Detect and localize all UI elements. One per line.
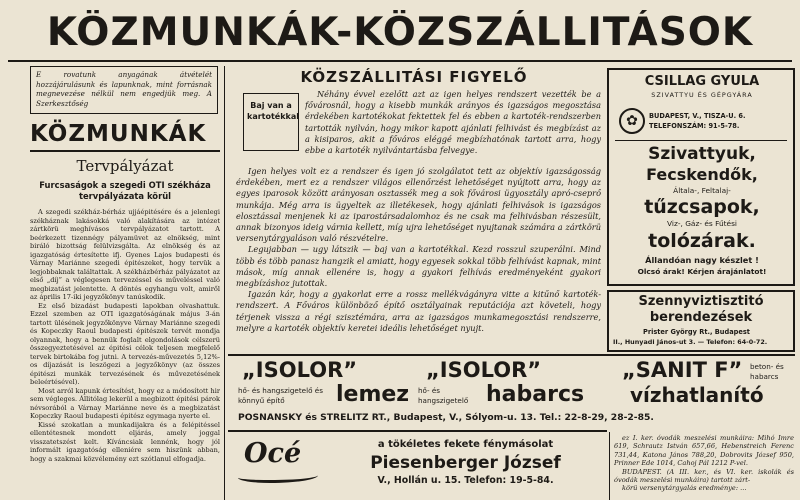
- csillag-product-pumps: Szivattyuk,: [648, 144, 756, 164]
- figyelo-paragraph: Néhány évvel ezelőtt azt az igen helyes rendszert vezették be a fővárosnál, hogy a kisebb munkák arányos és igazságos megosztása érdekében kartotékokat fektettek fel és ebben a kartoték-rendszerben tartották nyilván, hogy mikor kapott ajánlati felhivást és megbízást az a kisiparos, akit a főváros eléggé megbízhatónak tartott arra, hogy ebbe a kartoték nyilvántartásba felvegye.: [305, 89, 601, 155]
- figyelo-article-body: [236, 166, 601, 350]
- csillag-rule: [615, 140, 787, 141]
- csillag-company-name: CSILLAG GYULA: [644, 74, 760, 89]
- isolor-desc-2: hő- és hangszigetelő: [418, 386, 469, 405]
- csillag-footer-stock: Állandóan nagy készlet !: [645, 255, 759, 265]
- oce-address: V., Hollán u. 15. Telefon: 19-5-84.: [377, 475, 554, 486]
- sanit-desc: beton- és habarcs: [750, 362, 784, 381]
- isolor-advertisement: [228, 356, 795, 428]
- masthead-title: KÖZMUNKÁK-KÖZSZÁLLITÁSOK: [46, 10, 754, 55]
- szennyviz-title-1: Szennyviztisztitó: [638, 294, 764, 309]
- csillag-product-note-1: Általa-, Feltalaj-: [673, 186, 731, 195]
- csillag-product-hydrants: tűzcsapok,: [644, 196, 760, 218]
- sanit-brand: „SANIT F”: [622, 358, 743, 382]
- tervpalyazat-subheading: Tervpályázat: [76, 157, 174, 175]
- listing-divider: [609, 432, 610, 500]
- oce-tagline: a tökéletes fekete fénymásolat: [377, 439, 554, 450]
- szennyviz-company: Prister György Rt., Budapest: [643, 328, 750, 336]
- kozmunkak-paragraph: Kissé szokatlan a munkadijakra és a felépitéssel ellentétesnek mondott eljárás, amely joggal visszatetszést kelt. Kíváncsiak lennénk, hogy jól informált igazgatóság elleniére sem hiszünk abban, hogy a szakmai közvélemény ezt szótlanul elfogadja.: [30, 420, 220, 463]
- kozmunkak-heading: KÖZMUNKÁK: [30, 121, 207, 147]
- article-title: Furcsaságok a szegedi OTI székháza tervpályázata körül: [39, 180, 211, 201]
- star-logo-icon: ✿: [619, 108, 645, 134]
- masthead-rule: [8, 60, 792, 62]
- tender-listing: [614, 434, 794, 500]
- csillag-product-hoses: Fecskendők,: [646, 165, 758, 184]
- listing-paragraph: körü versenytárgyalás eredménye: ...: [622, 484, 747, 493]
- csillag-subtitle: SZIVATTYU ÉS GÉPGYÁRA: [651, 91, 753, 99]
- sanit-product: vízhatlanító: [630, 383, 764, 407]
- isolor-desc-1: hő- és hangszigetelő és könnyű építő: [238, 386, 323, 405]
- szennyviz-advertisement: [607, 290, 795, 352]
- kozmunkak-paragraph: Ez első bizadást budapesti lapokban olvashattuk. Ezzel szemben az OTI igazgatóságának május 3-án tartott ülésének jegyzőkönyve Várnay Mariánne szegedi és Kopeczky Raoul budapesti épitészek tervét mondja olyannak, hogy a bennük foglalt elgondolások célszerü összegyeztetésével az épitési célok teljesen megfelelő tervek birtokába fog jutni. A tervezés-művezetés 5,12%-os díjazását is leszögezi a jegyzőkönyv (az összes épitészi munkák tervezésének és művezetésének beleértésével).: [30, 301, 220, 386]
- figyelo-heading: KÖZSZÁLLITÁSI FIGYELŐ: [300, 68, 528, 86]
- csillag-address: BUDAPEST, V., TISZA-U. 6.: [649, 112, 746, 120]
- isolor-brand-1: „ISOLOR”: [242, 358, 358, 382]
- figyelo-paragraph: Legujabban — ugy látszik — baj van a kartotékkal. Kezd rosszul szuperálni. Mind több és több panasz hangzik el amiatt, hogy egyesek sokkal több felhívást kapnak, mint mások, míg annak ellenére is, hogy a gyakori felhívás eredményeként gyakori megbízáshoz jutottak.: [236, 244, 601, 289]
- isolor-product-habarcs: habarcs: [486, 382, 585, 407]
- oce-logo-swoosh: [238, 470, 318, 483]
- figyelo-paragraph: Igen helyes volt ez a rendszer és igen jó szolgálatot tett az objektív igazságosság érdekében, mert ez a rendszer világos ellenőrzést lehetőséget nyújtott arra, hogy az egyes iparosok között arányosan osztassék meg a sok fővárosi ügyosztály apró-cseprő munkája. Még arra is ügyeltek az illetékesek, hogy ajánlati felhivások is igazságos elosztással menjenek ki az iparostársadalomhoz és ne csak ma felhivásban részesült, annak bizonyos ideig várnia kellett, míg ujra lehetőséget nyujtanak számára a zártkörü versenytárgyaláson való részvételre.: [236, 166, 601, 244]
- column-divider: [224, 66, 225, 500]
- kozmunkak-paragraph: Most arról kapunk értesítést, hogy ez a módosított hir sem végleges. Állitólag lekerül a megbizott épitési párok névsorából a Várnay Mariánne neve és a megbizatást Kopeczky Raoul budapesti épitész egymaga nyerte el.: [30, 386, 220, 420]
- szennyviz-address: II., Hunyadi János-ut 3. — Telefon: 64-0-72.: [613, 338, 768, 346]
- kozmunkak-article: [30, 208, 220, 500]
- figyelo-article-top: [305, 89, 601, 155]
- kozmunkak-paragraph: A szegedi székház-bérház ujjáépitésére és a jelenlegi székháznak lakásokká való alakítására az intézet zártkörü meghívásos tervpályázatot tartott. A beérkezett tizennégy pályamüvet az elnökség, mint biráló bizottság felülvizsgálta. Az elnökség és az igazgatóság értesítette ifj. Gyenes Lajos budapesti és Várnay Mariánne szegedi épitészeket, hogy tervük a legjobbaknak találtattak. A székházbérház pályázatot az első „díj” a véglegesen tervezéssel és műveléssel való megbizatást jelentette. A döntés egyhangu volt, amiről az április 17-iki jegyzőkönyv tanúskodik.: [30, 208, 220, 301]
- szennyviz-title-2: berendezések: [649, 310, 753, 325]
- oce-company: Piesenberger József: [370, 453, 561, 473]
- csillag-phone: TELEFONSZÁM: 91-5-78.: [649, 122, 740, 130]
- figyelo-paragraph: Igazán kár, hogy a gyakorlat erre a rossz mellékvágányra vitte a kitűnő kartoték-rendszert. A Főváros különböző építő osztályainak reputációja azt követeli, hogy térjenek vissza a régi szisztémára, arra az igazságos munkamegosztási rendszerre, melyre a kartoték objektív keretei ideális lehetőséget nyujt.: [236, 289, 601, 333]
- csillag-product-note-2: Viz-, Gáz- és Fűtési: [667, 219, 737, 228]
- csillag-advertisement: [607, 68, 795, 286]
- isolor-product-lemez: lemez: [336, 382, 410, 407]
- csillag-product-valves: tolózárak.: [648, 230, 756, 252]
- editorial-notice: E rovatunk anyagának átvételét hozzájárulásunk és lapunknak, mint forrásnak megnevezése nélkül nem engedjük meg. A Szerkesztőség: [30, 66, 218, 114]
- isolor-company-line: POSNANSKY és STRELITZ RT., Budapest, V., Sólyom-u. 13. Tel.: 22-8-29, 28-2-85.: [238, 412, 654, 423]
- oce-logo: Océ: [244, 438, 302, 469]
- listing-paragraph: BUDAPEST. (A III. ker., és VI. ker. iskolák és óvodák meszelési munkáira) tartott zárt-: [614, 467, 794, 485]
- listing-paragraph: ez I. ker. óvodák meszelési munkáira: Mihó Imre 619, Schrautz István 657,66, Hebenstreich Ferenc 731,44, Katona János 788,20, Dobrovits József 950, Prinner Ede 1014, Cahoj Pál 1212 P-vel.: [614, 434, 794, 468]
- oce-advertisement: [228, 432, 607, 500]
- figyelo-box-label: Baj van a kartotékkal: [243, 93, 299, 151]
- isolor-brand-2: „ISOLOR”: [426, 358, 542, 382]
- csillag-footer-prices: Olcsó árak! Kérjen árajánlatot!: [637, 267, 767, 276]
- kozmunkak-rule: [30, 150, 220, 152]
